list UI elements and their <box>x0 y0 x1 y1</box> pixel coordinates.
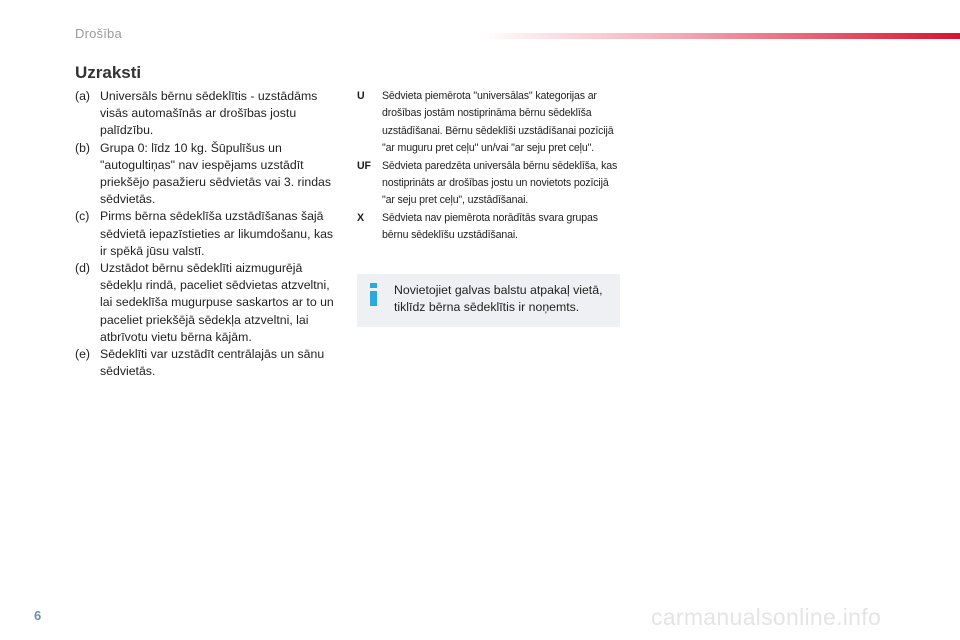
codes-list <box>357 88 622 245</box>
note-item <box>75 346 337 380</box>
code-text: Sēdvieta nav piemērota norādītās svara grupas bērnu sēdeklīšu uzstādīšanai. <box>382 211 598 242</box>
info-box <box>357 274 620 327</box>
note-item <box>75 260 337 346</box>
code-text: Sēdvieta paredzēta universāla bērnu sēdeklīša, kas nostiprināts ar drošības jostu un novietots pozīcijā "ar seju pret ceļu", uzstādīšanai. <box>382 159 618 207</box>
header-title: Drošība <box>75 26 122 41</box>
note-text: Universāls bērnu sēdeklītis - uzstādāms visās automašīnās ar drošības jostu palīdzību. <box>100 89 318 138</box>
info-text: Novietojiet galvas balstu atpakaļ vietā, tiklīdz bērna sēdeklītis ir noņemts. <box>394 283 603 314</box>
page-number: 6 <box>34 608 42 623</box>
note-label: (e) <box>75 347 91 362</box>
note-text: Uzstādot bērnu sēdeklīti aizmugurējā sēdekļu rindā, paceliet sēdvietas atzveltni, lai sedeklīša mugurpuse saskartos ar to un paceliet priekšējā sēdekļa atzveltni, lai atbrīvotu vietu bērna kājām. <box>100 261 334 344</box>
note-label: (d) <box>75 261 91 276</box>
note-item <box>75 140 337 209</box>
note-label: (b) <box>75 140 91 155</box>
note-label: (a) <box>75 89 91 103</box>
code-key: UF <box>357 159 371 172</box>
code-key: U <box>357 90 365 102</box>
note-item <box>75 208 337 260</box>
note-text: Pirms bērna sēdeklīša uzstādīšanas šajā sēdvietā iepazīstieties ar likumdošanu, kas ir spēkā jūsu valstī. <box>100 209 334 258</box>
note-label: (c) <box>75 209 90 224</box>
code-item <box>357 158 622 210</box>
notes-list <box>75 88 337 380</box>
code-item <box>357 88 622 158</box>
code-item <box>357 210 622 245</box>
code-key: X <box>357 211 364 224</box>
header-accent-line <box>480 33 960 39</box>
section-title: Uzraksti <box>75 63 142 82</box>
info-icon <box>370 283 377 305</box>
code-text: Sēdvieta piemērota "universālas" kategorijas ar drošības jostām nostiprināma bērnu sēdeklīša uzstādīšanai. Bērnu sēdeklīši uzstādīšanai pozīcijā "ar muguru pret ceļu" un/vai "ar seju pret ceļu". <box>382 90 614 155</box>
note-text: Grupa 0: līdz 10 kg. Šūpulīšus un "autogultiņas" nav iespējams uzstādīt priekšējo pasažieru sēdvietās vai 3. rindas sēdvietās. <box>100 140 332 207</box>
watermark: carmanualsonline.info <box>651 604 882 630</box>
note-item <box>75 88 337 140</box>
note-text: Sēdeklīti var uzstādīt centrālajās un sānu sēdvietās. <box>100 347 325 379</box>
